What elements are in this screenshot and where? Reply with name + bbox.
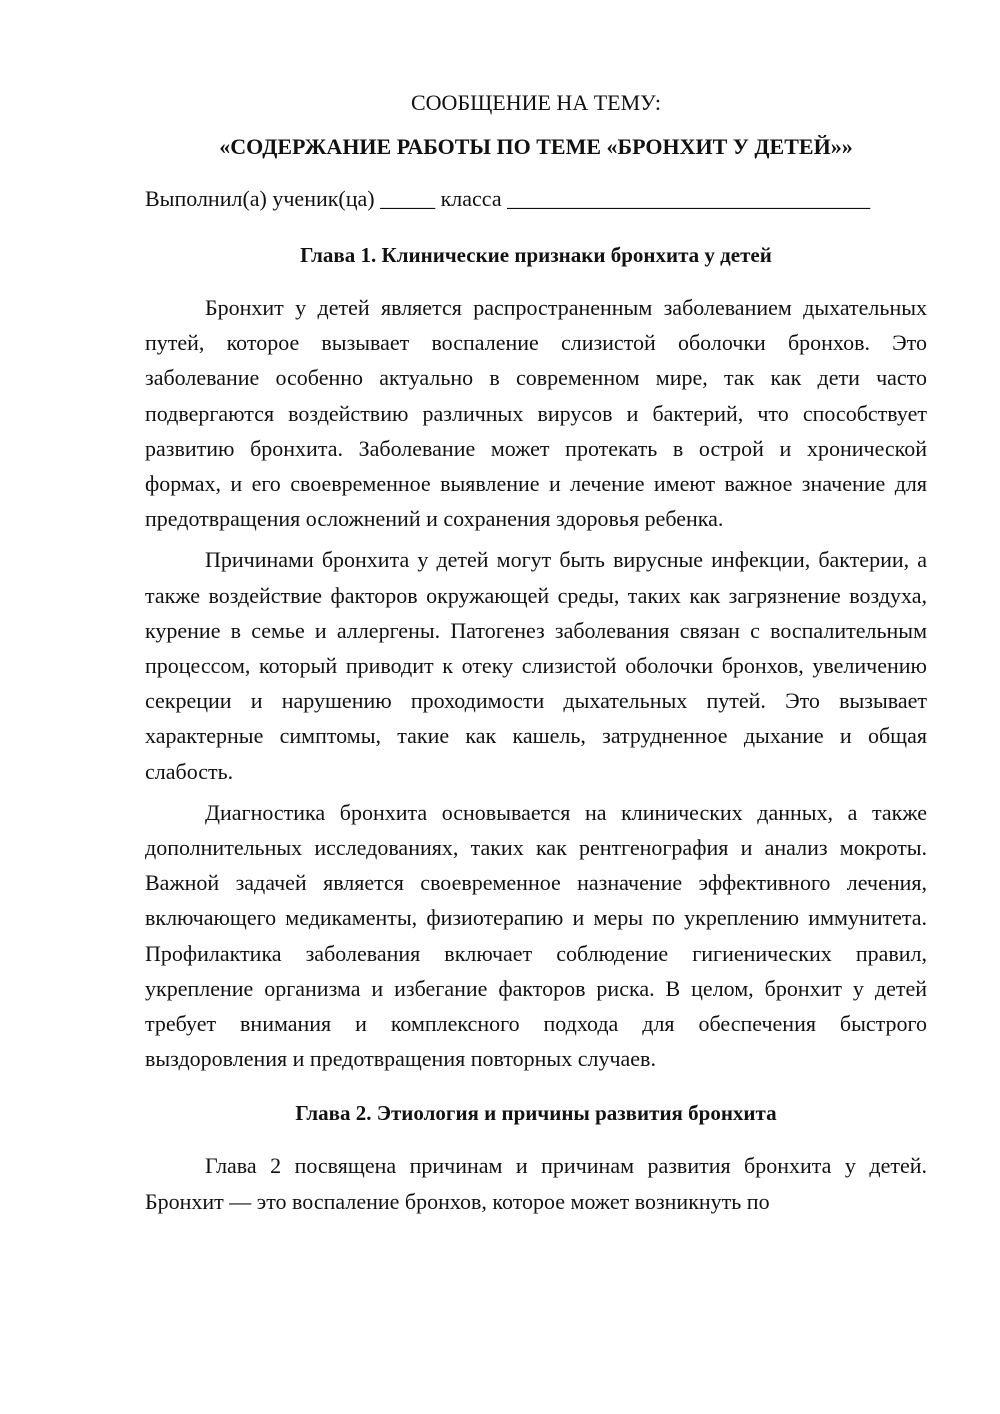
chapter-1-paragraph-2: Причинами бронхита у детей могут быть вирусные инфекции, бактерии, а также воздействие факторов окружающей среды, таких как загрязнение воздуха, курение в семье и аллергены. Патогенез заболевания связан с воспалительным процессом, который приводит к отеку слизистой оболочки бронхов, увеличению секреции и нарушению проходимости дыхательных путей. Это вызывает характерные симптомы, такие как кашель, затрудненное дыхание и общая слабость. [145,547,927,784]
author-line: Выполнил(а) ученик(ца) _____ класса _________________________________ [145,186,871,211]
document-header: СООБЩЕНИЕ НА ТЕМУ: [411,90,661,115]
chapter-1-title: Глава 1. Клинические признаки бронхита у детей [300,243,772,267]
document-topic: «СОДЕРЖАНИЕ РАБОТЫ ПО ТЕМЕ «БРОНХИТ У ДЕТЕЙ»» [219,134,853,159]
chapter-1-paragraph-3: Диагностика бронхита основывается на клинических данных, а также дополнительных исследованиях, таких как рентгенография и анализ мокроты. Важной задачей является своевременное назначение эффективного лечения, включающего медикаменты, физиотерапию и меры по укреплению иммунитета. Профилактика заболевания включает соблюдение гигиенических правил, укрепление организма и избегание факторов риска. В целом, бронхит у детей требует внимания и комплексного подхода для обеспечения быстрого выздоровления и предотвращения повторных случаев. [145,799,927,1072]
chapter-2-title: Глава 2. Этиология и причины развития бронхита [295,1101,777,1126]
chapter-2-paragraph-1: Глава 2 посвящена причинам и причинам развития бронхита у детей. Бронхит — это воспаление бронхов, которое может возникнуть по [145,1153,927,1214]
chapter-1-paragraph-1: Бронхит у детей является распространенным заболеванием дыхательных путей, которое вызывает воспаление слизистой оболочки бронхов. Это заболевание особенно актуально в современном мире, так как дети часто подвергаются воздействию различных вирусов и бактерий, что способствует развитию бронхита. Заболевание может протекать в острой и хронической формах, и его своевременное выявление и лечение имеют важное значение для предотвращения осложнений и сохранения здоровья ребенка. [145,295,927,532]
document-page [145,88,927,1219]
